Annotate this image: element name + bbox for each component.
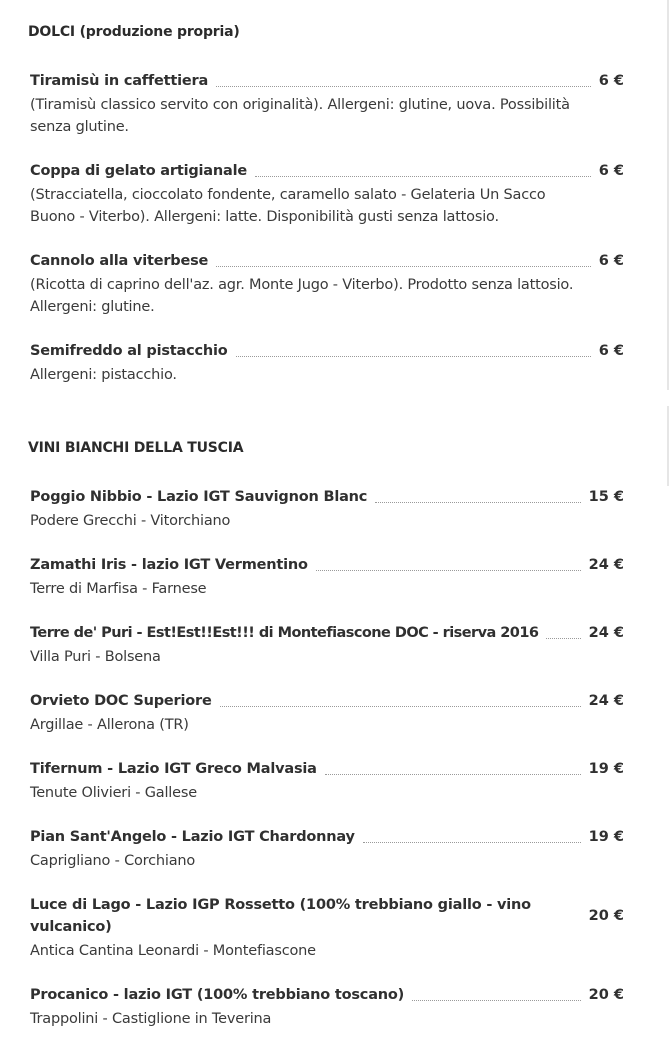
- section-title-dolci: DOLCI (produzione propria): [28, 24, 240, 40]
- item-price: 6 €: [598, 73, 624, 89]
- menu-item: [30, 622, 624, 668]
- dotted-leader: [325, 774, 581, 775]
- menu-item: [30, 984, 624, 1030]
- item-name: Tiramisù in caffettiera: [30, 73, 209, 89]
- item-name: Zamathi Iris - lazio IGT Vermentino: [30, 557, 308, 573]
- item-name: Cannolo alla viterbese: [30, 253, 209, 269]
- item-description: Allergeni: pistacchio.: [30, 367, 177, 383]
- item-description: Villa Puri - Bolsena: [30, 649, 161, 665]
- item-price: 6 €: [598, 253, 624, 269]
- item-name: Tifernum - Lazio IGT Greco Malvasia: [30, 761, 317, 777]
- item-price: 20 €: [588, 987, 624, 1003]
- section-title-vini-bianchi: VINI BIANCHI DELLA TUSCIA: [28, 440, 244, 456]
- item-description: Antica Cantina Leonardi - Montefiascone: [30, 943, 316, 959]
- menu-item: [30, 894, 624, 962]
- item-description: Podere Grecchi - Vitorchiano: [30, 513, 231, 529]
- menu-item: [30, 250, 624, 318]
- dotted-leader: [546, 638, 580, 639]
- item-price: 24 €: [588, 557, 624, 573]
- item-description: Caprigliano - Corchiano: [30, 853, 196, 869]
- item-description: Trappolini - Castiglione in Teverina: [30, 1011, 272, 1027]
- menu-item: [30, 340, 624, 386]
- item-name: Luce di Lago - Lazio IGP Rossetto (100% trebbiano giallo - vino vulcanico): [30, 897, 531, 935]
- item-name: Pian Sant'Angelo - Lazio IGT Chardonnay: [30, 829, 355, 845]
- item-price: 24 €: [588, 625, 624, 641]
- item-price: 20 €: [588, 908, 624, 924]
- item-price: 15 €: [588, 489, 624, 505]
- item-name: Semifreddo al pistacchio: [30, 343, 228, 359]
- item-name: Coppa di gelato artigianale: [30, 163, 247, 179]
- item-price: 19 €: [588, 829, 624, 845]
- menu-item: [30, 486, 624, 532]
- item-description: Terre di Marfisa - Farnese: [30, 581, 207, 597]
- menu-item: [30, 554, 624, 600]
- menu-item: [30, 758, 624, 804]
- item-name: Procanico - lazio IGT (100% trebbiano toscano): [30, 987, 405, 1003]
- dotted-leader: [216, 266, 591, 267]
- item-price: 24 €: [588, 693, 624, 709]
- item-description: (Ricotta di caprino dell'az. agr. Monte Jugo - Viterbo). Prodotto senza lattosio. Allergeni: glutine.: [30, 277, 574, 315]
- dotted-leader: [236, 356, 591, 357]
- menu-item: [30, 826, 624, 872]
- dotted-leader: [375, 502, 580, 503]
- item-description: (Stracciatella, cioccolato fondente, caramello salato - Gelateria Un Sacco Buono - Viterbo). Allergeni: latte. Disponibilità gusti senza lattosio.: [30, 187, 546, 225]
- item-description: Argillae - Allerona (TR): [30, 717, 189, 733]
- dotted-leader: [216, 86, 591, 87]
- item-price: 19 €: [588, 761, 624, 777]
- dotted-leader: [255, 176, 591, 177]
- menu-item: [30, 690, 624, 736]
- item-name: Terre de' Puri - Est!Est!!Est!!! di Montefiascone DOC - riserva 2016: [30, 625, 539, 641]
- menu-item: [30, 70, 624, 138]
- item-description: (Tiramisù classico servito con originalità). Allergeni: glutine, uova. Possibilità senza glutine.: [30, 97, 570, 135]
- dotted-leader: [220, 706, 581, 707]
- item-price: 6 €: [598, 343, 624, 359]
- dotted-leader: [363, 842, 581, 843]
- menu-item: [30, 160, 624, 228]
- item-price: 6 €: [598, 163, 624, 179]
- item-name: Poggio Nibbio - Lazio IGT Sauvignon Blanc: [30, 489, 368, 505]
- dotted-leader: [316, 570, 581, 571]
- item-description: Tenute Olivieri - Gallese: [30, 785, 197, 801]
- dotted-leader: [412, 1000, 581, 1001]
- item-name: Orvieto DOC Superiore: [30, 693, 212, 709]
